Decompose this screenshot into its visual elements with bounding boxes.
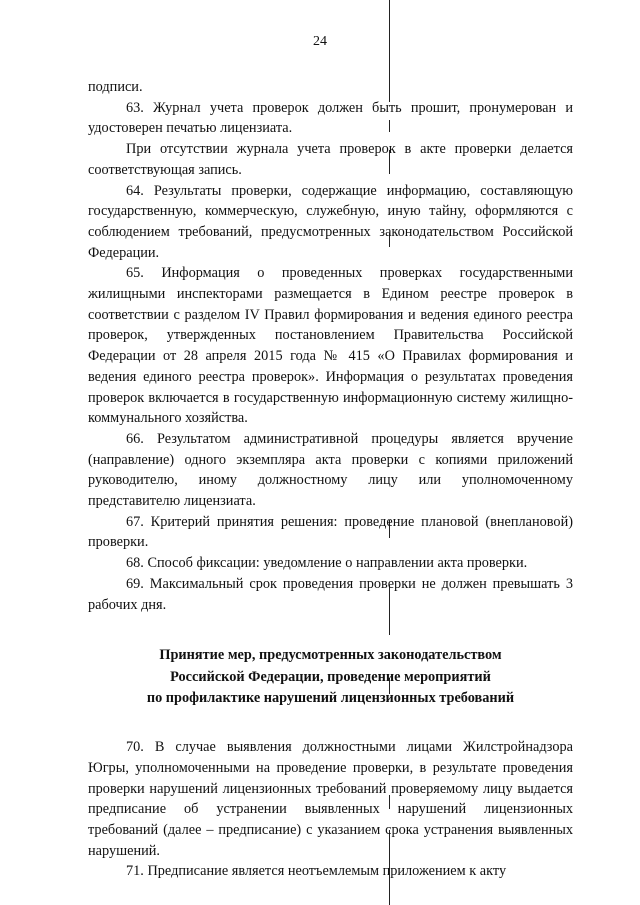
page-number: 24 [313, 34, 327, 49]
paragraph: 68. Способ фиксации: уведомление о направлении акта проверки. [126, 555, 528, 572]
paragraph: 67. Критерий принятия решения: проведение плановой (внеплановой) проверки. [88, 513, 573, 551]
paragraph: 69. Максимальный срок проведения проверки не должен превышать 3 рабочих дня. [88, 575, 573, 613]
paragraph: 66. Результатом административной процедуры является вручение (направление) одного экземпляра акта проверки с копиями приложений руководителю, иному должностному лицу или уполномоченному представителю лицензиата. [88, 430, 573, 510]
paragraph: При отсутствии журнала учета проверок в акте проверки делается соответствующая запись. [88, 141, 573, 178]
section-heading [88, 645, 573, 709]
section-heading-line: Российской Федерации, проведение мероприятий [170, 668, 491, 685]
paragraph: подписи. [88, 79, 143, 95]
paragraph: 65. Информация о проведенных проверках государственными жилищными инспекторами размещается в Едином реестре проверок в соответствии с разделом IV Правил формирования и ведения единого реестра проверок, утвержденных постановлением Правительства Российской Федерации от 28 апреля 2015 года № 415 «О Правилах формирования и ведения единого реестра проверок». Информация о результатах проведения проверок включается в государственную информационную систему жилищно-коммунального хозяйства. [88, 265, 573, 427]
section-heading-line: по профилактике нарушений лицензионных требований [146, 689, 515, 706]
paragraph: 70. В случае выявления должностными лицами Жилстройнадзора Югры, уполномоченными на проведение проверки, в результате проведения проверки нарушений лицензионных требований проверяемому лицу выдается предписание об устранении выявленных нарушений лицензионных требований (далее – предписание) с указанием срока устранения выявленных нарушений. [88, 739, 573, 859]
binding-line-top [389, 0, 390, 62]
paragraph: 71. Предписание является неотъемлемым приложением к акту [126, 863, 507, 880]
paragraph: 63. Журнал учета проверок должен быть прошит, пронумерован и удостоверен печатью лицензиата. [88, 99, 573, 137]
section-heading-line: Принятие мер, предусмотренных законодательством [159, 647, 502, 664]
document-body [88, 77, 573, 882]
paragraph: 64. Результаты проверки, содержащие информацию, составляющую государственную, коммерческую, служебную, иную тайну, оформляются с соблюдением требований, предусмотренных законодательством Российской Федерации. [88, 182, 573, 261]
